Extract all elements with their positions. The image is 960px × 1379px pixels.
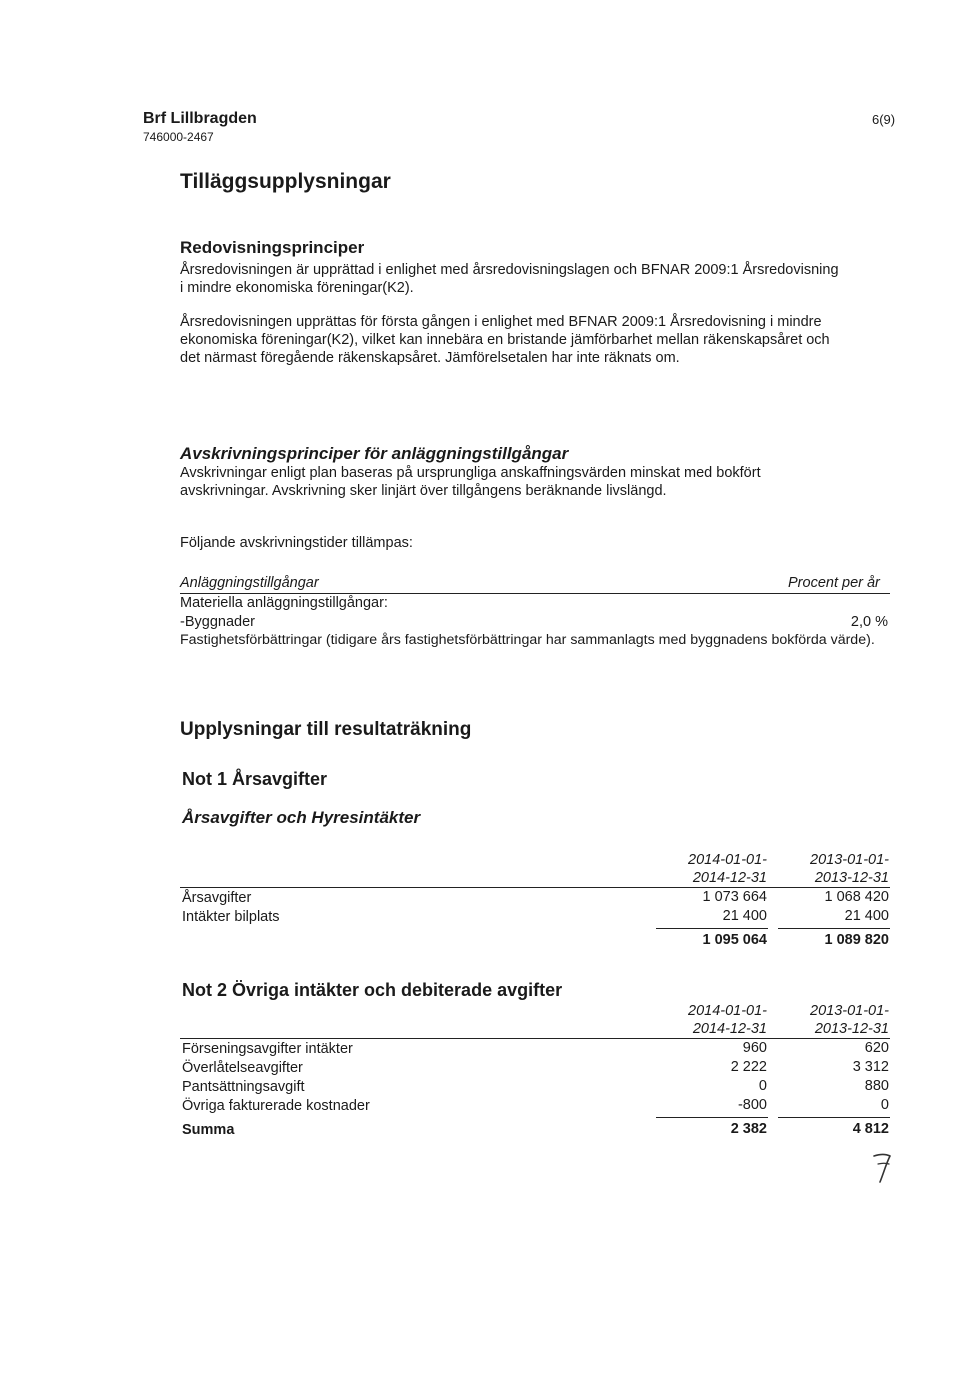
buildings-rate: 2,0 % <box>850 614 888 630</box>
note-2-row-label: Övriga fakturerade kostnader <box>182 1098 370 1114</box>
note-2-row-value-2013: 880 <box>864 1078 889 1094</box>
note-1-row-value-2013: 1 068 420 <box>824 889 889 905</box>
note-2-total-label: Summa <box>182 1122 235 1138</box>
note-1-period-2013-start: 2013-01-01- <box>810 852 889 868</box>
note-2-period-2013-end: 2013-12-31 <box>814 1021 889 1037</box>
income-statement-heading: Upplysningar till resultaträkning <box>180 719 472 740</box>
depreciation-line-2: avskrivningar. Avskrivning sker linjärt över tillgångens beräknande livslängd. <box>180 483 667 499</box>
note-1-period-2014-start: 2014-01-01- <box>688 852 767 868</box>
organization-number: 746000-2467 <box>143 130 214 144</box>
note-2-row-label: Överlåtelseavgifter <box>182 1060 303 1076</box>
note-2-row-value-2014: 2 222 <box>730 1059 767 1075</box>
note-2-row-label: Pantsättningsavgift <box>182 1079 305 1095</box>
note-2-row-value-2014: 0 <box>758 1078 767 1094</box>
improvements-note: Fastighetsförbättringar (tidigare års fastighetsförbättringar har sammanlagts med byggnadens bokförda värde). <box>180 632 875 648</box>
note-2-row-value-2013: 3 312 <box>852 1059 889 1075</box>
handwritten-initial-mark <box>866 1150 906 1186</box>
principles-paragraph-1-line-2: i mindre ekonomiska föreningar(K2). <box>180 280 414 296</box>
note-1-period-2014-end: 2014-12-31 <box>692 870 767 886</box>
note-2-row-label: Förseningsavgifter intäkter <box>182 1041 353 1057</box>
note-2-total-2014: 2 382 <box>730 1121 767 1137</box>
organization-name: Brf Lillbragden <box>143 110 257 127</box>
depreciation-line-1: Avskrivningar enligt plan baseras på ursprungliga anskaffningsvärden minskat med bokfört <box>180 465 761 481</box>
note-2-sum-rule-2014 <box>656 1117 768 1118</box>
principles-paragraph-2-line-2: ekonomiska föreningar(K2), vilket kan innebära en bristande jämförbarhet mellan räkenskapsåret och <box>180 332 830 348</box>
note-2-row-value-2013: 620 <box>864 1040 889 1056</box>
note-1-heading: Not 1 Årsavgifter <box>182 769 328 789</box>
note-1-row-value-2013: 21 400 <box>844 908 889 924</box>
depreciation-heading: Avskrivningsprinciper för anläggningstillgångar <box>180 444 569 463</box>
note-1-sum-rule-2014 <box>656 928 768 929</box>
asset-column-header: Anläggningstillgångar <box>180 575 319 591</box>
principles-paragraph-2-line-1: Årsredovisningen upprättas för första gången i enlighet med BFNAR 2009:1 Årsredovisning i mindre <box>180 314 822 330</box>
depreciation-intro: Följande avskrivningstider tillämpas: <box>180 535 413 551</box>
note-1-row-value-2014: 1 073 664 <box>702 889 767 905</box>
principles-paragraph-1-line-1: Årsredovisningen är upprättad i enlighet med årsredovisningslagen och BFNAR 2009:1 Årsredovisning <box>180 262 839 278</box>
note-2-row-value-2013: 0 <box>880 1097 889 1113</box>
note-1-sum-rule-2013 <box>778 928 890 929</box>
note-1-total-2013: 1 089 820 <box>824 932 889 948</box>
percent-column-header: Procent per år <box>788 575 880 591</box>
note-2-period-2014-end: 2014-12-31 <box>692 1021 767 1037</box>
note-1-row-label: Intäkter bilplats <box>182 909 280 925</box>
note-2-row-value-2014: -800 <box>737 1097 767 1113</box>
page-number: 6(9) <box>872 112 896 127</box>
principles-paragraph-2-line-3: det närmast föregående räkenskapsåret. Jämförelsetalen har inte räknats om. <box>180 350 680 366</box>
note-1-row-value-2014: 21 400 <box>722 908 767 924</box>
note-1-subheading: Årsavgifter och Hyresintäkter <box>182 808 421 827</box>
note-1-header-rule <box>180 887 890 888</box>
buildings-label: -Byggnader <box>180 614 255 630</box>
note-1-period-2013-end: 2013-12-31 <box>814 870 889 886</box>
note-2-row-value-2014: 960 <box>742 1040 767 1056</box>
note-2-period-2013-start: 2013-01-01- <box>810 1003 889 1019</box>
note-2-period-2014-start: 2014-01-01- <box>688 1003 767 1019</box>
note-1-row-label: Årsavgifter <box>182 890 252 906</box>
note-2-header-rule <box>180 1038 890 1039</box>
page-title: Tilläggsupplysningar <box>180 170 391 193</box>
accounting-principles-heading: Redovisningsprinciper <box>180 238 365 257</box>
note-2-heading: Not 2 Övriga intäkter och debiterade avgifter <box>182 980 563 1000</box>
tangible-assets-label: Materiella anläggningstillgångar: <box>180 595 388 611</box>
note-1-total-2014: 1 095 064 <box>702 932 767 948</box>
note-2-total-2013: 4 812 <box>852 1121 889 1137</box>
note-2-sum-rule-2013 <box>778 1117 890 1118</box>
